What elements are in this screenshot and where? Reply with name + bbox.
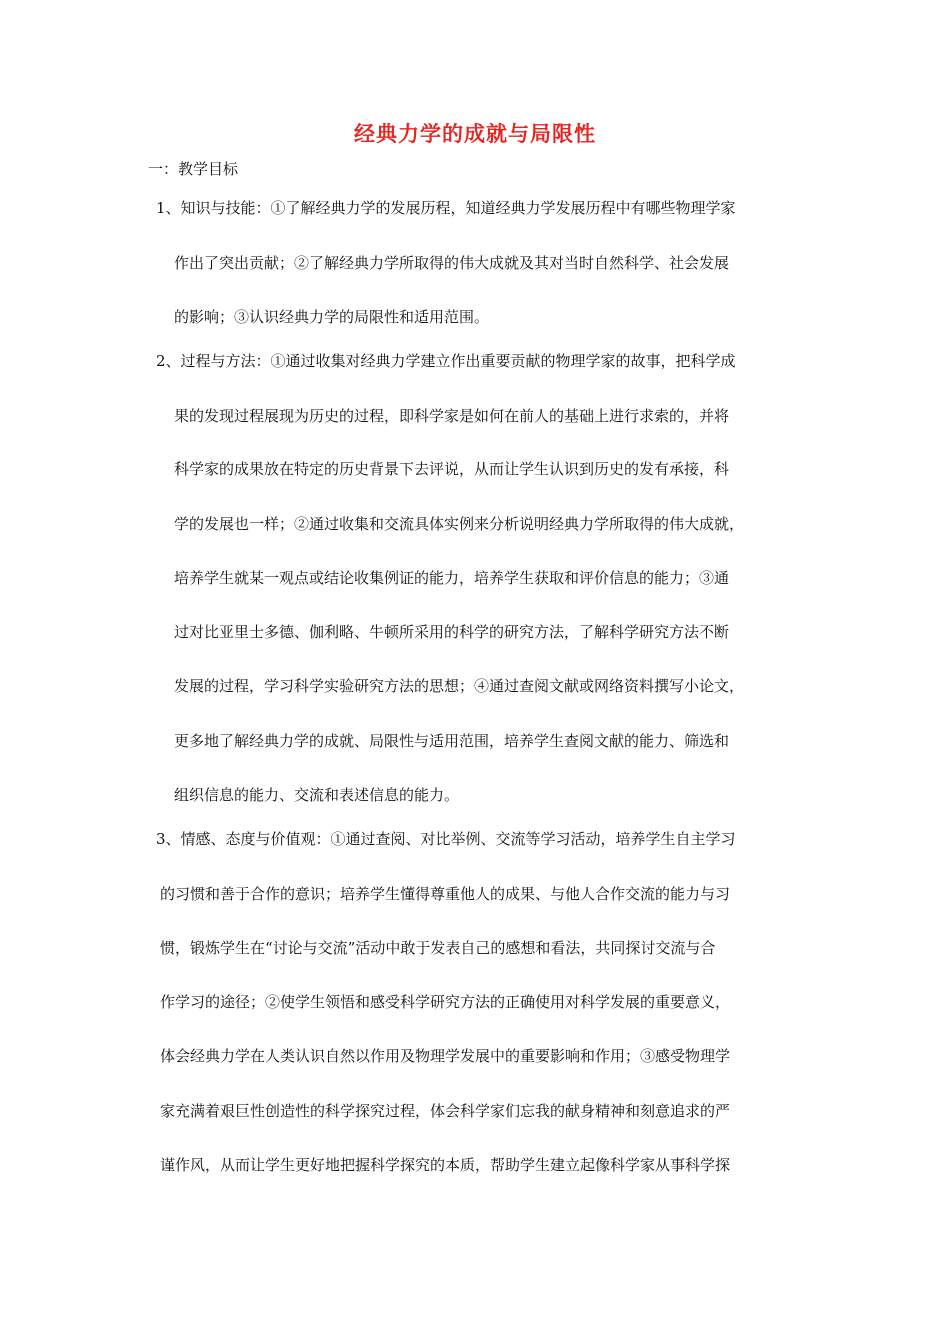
item-2-line-4: 学的发展也一样；②通过收集和交流具体实例来分析说明经典力学所取得的伟大成就， [174,515,745,533]
item-3-line-4: 作学习的途径；②使学生领悟和感受科学研究方法的正确使用对科学发展的重要意义， [160,993,731,1011]
document-title: 经典力学的成就与局限性 [354,122,596,146]
item-3-line-7: 谨作风，从而让学生更好地把握科学探究的本质，帮助学生建立起像科学家从事科学探 [160,1156,731,1174]
item-1-line-3: 的影响；③认识经典力学的局限性和适用范围。 [174,308,490,326]
item-3-line-3: 惯，锻炼学生在“讨论与交流”活动中敢于发表自己的感想和看法，共同探讨交流与合 [160,939,716,957]
item-2-line-3: 科学家的成果放在特定的历史背景下去评说，从而让学生认识到历史的发有承接，科 [174,460,730,478]
item-1-line-2: 作出了突出贡献；②了解经典力学所取得的伟大成就及其对当时自然科学、社会发展 [174,254,730,272]
item-2-line-9: 组织信息的能力、交流和表述信息的能力。 [174,786,460,804]
item-2-line-7: 发展的过程，学习科学实验研究方法的思想；④通过查阅文献或网络资料撰写小论文， [174,677,745,695]
item-2-line-1: 2、过程与方法：①通过收集对经典力学建立作出重要贡献的物理学家的故事，把科学成 [156,352,736,370]
section-heading: 一：教学目标 [148,160,239,178]
item-3-line-6: 家充满着艰巨性创造性的科学探究过程，体会科学家们忘我的献身精神和刻意追求的严 [160,1102,731,1120]
item-1-line-1: 1、知识与技能：①了解经典力学的发展历程，知道经典力学发展历程中有哪些物理学家 [156,199,736,217]
item-3-line-2: 的习惯和善于合作的意识；培养学生懂得尊重他人的成果、与他人合作交流的能力与习 [160,885,731,903]
item-3-line-1: 3、情感、态度与价值观：①通过查阅、对比举例、交流等学习活动，培养学生自主学习 [156,830,736,848]
item-2-line-8: 更多地了解经典力学的成就、局限性与适用范围，培养学生查阅文献的能力、筛选和 [174,732,730,750]
item-2-line-5: 培养学生就某一观点或结论收集例证的能力，培养学生获取和评价信息的能力；③通 [174,569,730,587]
item-2-line-2: 果的发现过程展现为历史的过程，即科学家是如何在前人的基础上进行求索的，并将 [174,407,730,425]
item-3-line-5: 体会经典力学在人类认识自然以作用及物理学发展中的重要影响和作用；③感受物理学 [160,1047,731,1065]
item-2-line-6: 过对比亚里士多德、伽利略、牛顿所采用的科学的研究方法，了解科学研究方法不断 [174,623,730,641]
